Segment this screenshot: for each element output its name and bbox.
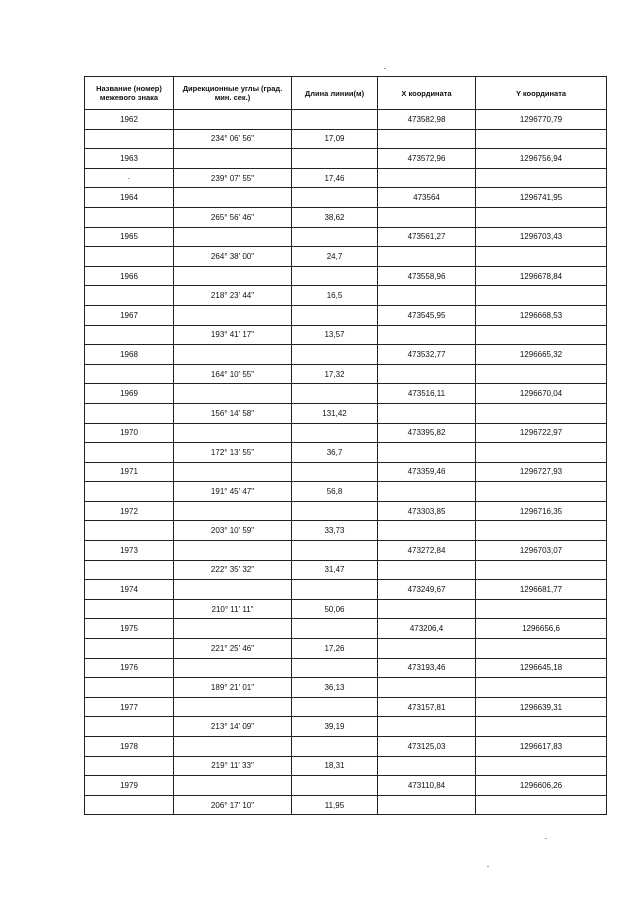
y-coordinate-cell: 1296741,95 [476, 188, 607, 208]
y-coordinate-cell: 1296722,97 [476, 423, 607, 443]
line-length-cell [292, 423, 378, 443]
x-coordinate-cell [378, 364, 476, 384]
boundary-coordinates-table [84, 76, 607, 815]
y-coordinate-cell [476, 482, 607, 502]
table-row [85, 403, 607, 423]
line-length-cell: 16,5 [292, 286, 378, 306]
direction-angle-cell: 191° 45' 47" [174, 482, 292, 502]
x-coordinate-cell [378, 756, 476, 776]
marker-name-cell: 1977 [85, 697, 174, 717]
marker-name-cell: · [85, 168, 174, 188]
y-coordinate-cell: 1296665,32 [476, 345, 607, 365]
table-row [85, 482, 607, 502]
x-coordinate-cell [378, 639, 476, 659]
marker-name-cell: 1966 [85, 266, 174, 286]
direction-angle-cell [174, 110, 292, 130]
table-row [85, 599, 607, 619]
y-coordinate-cell [476, 247, 607, 267]
table-row [85, 658, 607, 678]
direction-angle-cell [174, 188, 292, 208]
line-length-cell [292, 776, 378, 796]
x-coordinate-cell [378, 482, 476, 502]
line-length-cell: 17,09 [292, 129, 378, 149]
x-coordinate-cell: 473303,85 [378, 501, 476, 521]
x-coordinate-cell [378, 247, 476, 267]
table-row [85, 325, 607, 345]
marker-name-cell: 1974 [85, 580, 174, 600]
line-length-cell: 17,32 [292, 364, 378, 384]
direction-angle-cell: 210° 11' 11" [174, 599, 292, 619]
marker-name-cell [85, 678, 174, 698]
table-row [85, 756, 607, 776]
y-coordinate-cell: 1296639,31 [476, 697, 607, 717]
table-row [85, 697, 607, 717]
direction-angle-cell: 265° 56' 46" [174, 207, 292, 227]
table-row [85, 168, 607, 188]
table-row [85, 384, 607, 404]
table-row [85, 247, 607, 267]
y-coordinate-cell: 1296716,35 [476, 501, 607, 521]
table-row [85, 129, 607, 149]
x-coordinate-cell [378, 403, 476, 423]
x-coordinate-cell: 473110,84 [378, 776, 476, 796]
line-length-cell: 36,7 [292, 443, 378, 463]
line-length-cell: 13,57 [292, 325, 378, 345]
line-length-cell: 39,19 [292, 717, 378, 737]
table-row [85, 639, 607, 659]
marker-name-cell [85, 325, 174, 345]
x-coordinate-cell [378, 286, 476, 306]
line-length-cell [292, 737, 378, 757]
direction-angle-cell: 213° 14' 09" [174, 717, 292, 737]
direction-angle-cell [174, 227, 292, 247]
line-length-cell: 38,62 [292, 207, 378, 227]
direction-angle-cell [174, 501, 292, 521]
y-coordinate-cell [476, 364, 607, 384]
y-coordinate-cell: 1296770,79 [476, 110, 607, 130]
y-coordinate-cell [476, 639, 607, 659]
header-marker-name: Название (номер) межевого знака [85, 77, 174, 110]
line-length-cell [292, 541, 378, 561]
marker-name-cell: 1978 [85, 737, 174, 757]
line-length-cell: 17,46 [292, 168, 378, 188]
line-length-cell [292, 658, 378, 678]
line-length-cell: 131,42 [292, 403, 378, 423]
scan-speck [487, 866, 489, 867]
marker-name-cell: 1979 [85, 776, 174, 796]
marker-name-cell: 1963 [85, 149, 174, 169]
table-row [85, 560, 607, 580]
y-coordinate-cell [476, 168, 607, 188]
marker-name-cell: 1964 [85, 188, 174, 208]
table-row [85, 149, 607, 169]
line-length-cell: 11,95 [292, 795, 378, 815]
line-length-cell [292, 580, 378, 600]
marker-name-cell: 1962 [85, 110, 174, 130]
line-length-cell: 18,31 [292, 756, 378, 776]
x-coordinate-cell: 473359,46 [378, 462, 476, 482]
table-row [85, 305, 607, 325]
header-line-length: Длина линии(м) [292, 77, 378, 110]
direction-angle-cell: 156° 14' 58" [174, 403, 292, 423]
x-coordinate-cell: 473249,67 [378, 580, 476, 600]
direction-angle-cell: 221° 25' 46" [174, 639, 292, 659]
x-coordinate-cell: 473582,98 [378, 110, 476, 130]
y-coordinate-cell: 1296703,07 [476, 541, 607, 561]
line-length-cell [292, 619, 378, 639]
y-coordinate-cell [476, 129, 607, 149]
line-length-cell [292, 188, 378, 208]
x-coordinate-cell: 473125,03 [378, 737, 476, 757]
direction-angle-cell [174, 541, 292, 561]
y-coordinate-cell [476, 286, 607, 306]
marker-name-cell [85, 560, 174, 580]
table-row [85, 266, 607, 286]
direction-angle-cell [174, 697, 292, 717]
marker-name-cell: 1973 [85, 541, 174, 561]
marker-name-cell [85, 482, 174, 502]
x-coordinate-cell [378, 129, 476, 149]
table-row [85, 737, 607, 757]
table-row [85, 110, 607, 130]
y-coordinate-cell [476, 599, 607, 619]
direction-angle-cell: 193° 41' 17" [174, 325, 292, 345]
table-row [85, 795, 607, 815]
table-row [85, 776, 607, 796]
y-coordinate-cell [476, 207, 607, 227]
table-row [85, 423, 607, 443]
marker-name-cell [85, 129, 174, 149]
table-row [85, 364, 607, 384]
marker-name-cell [85, 756, 174, 776]
line-length-cell: 36,13 [292, 678, 378, 698]
direction-angle-cell: 164° 10' 55" [174, 364, 292, 384]
x-coordinate-cell [378, 325, 476, 345]
marker-name-cell [85, 247, 174, 267]
marker-name-cell [85, 795, 174, 815]
direction-angle-cell [174, 384, 292, 404]
scan-speck [384, 68, 386, 69]
direction-angle-cell: 172° 13' 55" [174, 443, 292, 463]
line-length-cell: 24,7 [292, 247, 378, 267]
x-coordinate-cell [378, 678, 476, 698]
line-length-cell: 17,26 [292, 639, 378, 659]
marker-name-cell: 1969 [85, 384, 174, 404]
table-row [85, 678, 607, 698]
table-row [85, 541, 607, 561]
y-coordinate-cell: 1296681,77 [476, 580, 607, 600]
x-coordinate-cell [378, 168, 476, 188]
line-length-cell [292, 384, 378, 404]
table-header-row [85, 77, 607, 110]
direction-angle-cell [174, 658, 292, 678]
line-length-cell [292, 149, 378, 169]
x-coordinate-cell: 473572,96 [378, 149, 476, 169]
marker-name-cell [85, 443, 174, 463]
table-row [85, 619, 607, 639]
table-row [85, 501, 607, 521]
line-length-cell: 33,73 [292, 521, 378, 541]
direction-angle-cell [174, 423, 292, 443]
direction-angle-cell: 219° 11' 33" [174, 756, 292, 776]
x-coordinate-cell [378, 560, 476, 580]
header-direction-angle: Дирекционные углы (град. мин. сек.) [174, 77, 292, 110]
table-row [85, 462, 607, 482]
direction-angle-cell [174, 619, 292, 639]
direction-angle-cell [174, 462, 292, 482]
y-coordinate-cell [476, 717, 607, 737]
direction-angle-cell: 206° 17' 10" [174, 795, 292, 815]
table-row [85, 521, 607, 541]
marker-name-cell: 1967 [85, 305, 174, 325]
line-length-cell: 56,8 [292, 482, 378, 502]
direction-angle-cell: 203° 10' 59" [174, 521, 292, 541]
table-row [85, 345, 607, 365]
y-coordinate-cell: 1296617,83 [476, 737, 607, 757]
y-coordinate-cell: 1296606,26 [476, 776, 607, 796]
y-coordinate-cell [476, 443, 607, 463]
direction-angle-cell: 218° 23' 44" [174, 286, 292, 306]
y-coordinate-cell [476, 560, 607, 580]
y-coordinate-cell [476, 795, 607, 815]
line-length-cell [292, 305, 378, 325]
marker-name-cell [85, 521, 174, 541]
direction-angle-cell [174, 580, 292, 600]
line-length-cell: 50,06 [292, 599, 378, 619]
marker-name-cell [85, 599, 174, 619]
x-coordinate-cell [378, 443, 476, 463]
y-coordinate-cell: 1296645,18 [476, 658, 607, 678]
marker-name-cell: 1965 [85, 227, 174, 247]
x-coordinate-cell [378, 795, 476, 815]
table-row [85, 286, 607, 306]
y-coordinate-cell [476, 756, 607, 776]
direction-angle-cell: 189° 21' 01" [174, 678, 292, 698]
marker-name-cell: 1970 [85, 423, 174, 443]
y-coordinate-cell [476, 678, 607, 698]
marker-name-cell: 1972 [85, 501, 174, 521]
marker-name-cell [85, 639, 174, 659]
table-row [85, 443, 607, 463]
y-coordinate-cell: 1296656,6 [476, 619, 607, 639]
line-length-cell [292, 501, 378, 521]
x-coordinate-cell: 473157,81 [378, 697, 476, 717]
marker-name-cell [85, 403, 174, 423]
marker-name-cell: 1971 [85, 462, 174, 482]
direction-angle-cell [174, 737, 292, 757]
x-coordinate-cell: 473561,27 [378, 227, 476, 247]
x-coordinate-cell: 473395,82 [378, 423, 476, 443]
direction-angle-cell: 264° 38' 00" [174, 247, 292, 267]
marker-name-cell [85, 286, 174, 306]
x-coordinate-cell [378, 207, 476, 227]
line-length-cell [292, 697, 378, 717]
x-coordinate-cell: 473206,4 [378, 619, 476, 639]
marker-name-cell: 1976 [85, 658, 174, 678]
y-coordinate-cell: 1296668,53 [476, 305, 607, 325]
marker-name-cell: 1968 [85, 345, 174, 365]
table-row [85, 227, 607, 247]
direction-angle-cell: 239° 07' 55" [174, 168, 292, 188]
direction-angle-cell [174, 149, 292, 169]
header-x-coordinate: X координата [378, 77, 476, 110]
marker-name-cell [85, 364, 174, 384]
direction-angle-cell [174, 305, 292, 325]
y-coordinate-cell: 1296670,04 [476, 384, 607, 404]
x-coordinate-cell: 473558,96 [378, 266, 476, 286]
line-length-cell [292, 462, 378, 482]
line-length-cell [292, 110, 378, 130]
y-coordinate-cell [476, 403, 607, 423]
x-coordinate-cell: 473564 [378, 188, 476, 208]
x-coordinate-cell [378, 521, 476, 541]
table-row [85, 717, 607, 737]
x-coordinate-cell: 473193,46 [378, 658, 476, 678]
y-coordinate-cell: 1296678,84 [476, 266, 607, 286]
x-coordinate-cell: 473545,95 [378, 305, 476, 325]
direction-angle-cell [174, 266, 292, 286]
line-length-cell: 31,47 [292, 560, 378, 580]
header-y-coordinate: Y координата [476, 77, 607, 110]
direction-angle-cell: 222° 35' 32" [174, 560, 292, 580]
direction-angle-cell [174, 345, 292, 365]
y-coordinate-cell [476, 521, 607, 541]
table-row [85, 207, 607, 227]
x-coordinate-cell [378, 599, 476, 619]
table-row [85, 580, 607, 600]
line-length-cell [292, 345, 378, 365]
x-coordinate-cell: 473532,77 [378, 345, 476, 365]
x-coordinate-cell [378, 717, 476, 737]
y-coordinate-cell [476, 325, 607, 345]
marker-name-cell [85, 207, 174, 227]
scan-speck [545, 838, 547, 839]
marker-name-cell [85, 717, 174, 737]
marker-name-cell: 1975 [85, 619, 174, 639]
y-coordinate-cell: 1296756,94 [476, 149, 607, 169]
x-coordinate-cell: 473516,11 [378, 384, 476, 404]
direction-angle-cell [174, 776, 292, 796]
y-coordinate-cell: 1296727,93 [476, 462, 607, 482]
table-row [85, 188, 607, 208]
y-coordinate-cell: 1296703,43 [476, 227, 607, 247]
direction-angle-cell: 234° 06' 56" [174, 129, 292, 149]
x-coordinate-cell: 473272,84 [378, 541, 476, 561]
line-length-cell [292, 227, 378, 247]
line-length-cell [292, 266, 378, 286]
